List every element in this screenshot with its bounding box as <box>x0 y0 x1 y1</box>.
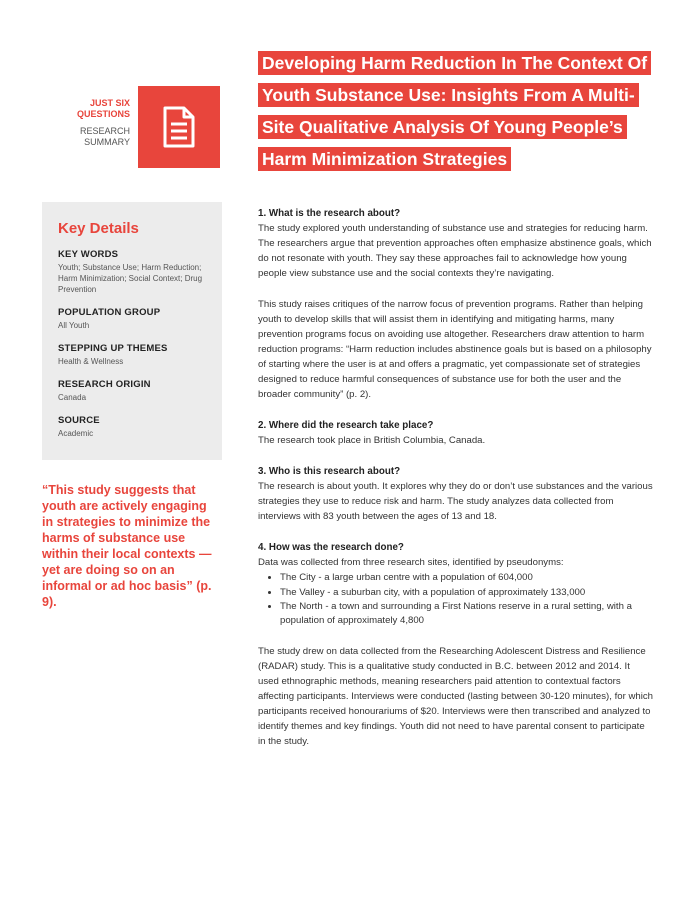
section-2-paragraph-1: The research took place in British Columbia, Canada. <box>258 435 486 446</box>
type-label-line1: RESEARCH <box>79 126 130 136</box>
summary-label <box>60 98 130 148</box>
section-3-paragraph-1: The research is about youth. It explores why they do or don’t use substances and the various strategies they use to reduce risk and harm. The study analyzes data collected from interviews with 83 youth between the ages of 13 and 18. <box>258 481 653 522</box>
series-label-line1: JUST SIX <box>89 98 130 108</box>
section-heading-3: 3. Who is this research about? <box>258 466 401 477</box>
section-1-paragraph-1: The study explored youth understanding of substance use and strategies for reducing harm. The researchers argue that prevention approaches often emphasize abstinence goals, which do not resonate with youth. They say these approaches fail to acknowledge how young people view substance use and the social contexts they’re navigating. <box>258 223 652 279</box>
section-heading-2: 2. Where did the research take place? <box>258 420 434 431</box>
section-4-intro: Data was collected from three research sites, identified by pseudonyms: <box>258 557 564 568</box>
document-icon-box <box>138 86 220 168</box>
key-detail-themes: STEPPING UP THEMES Health & Wellness <box>58 343 168 366</box>
section-4-paragraph-1: The study drew on data collected from the Researching Adolescent Distress and Resilience (RADAR) study. This is a qualitative study conducted in B.C. between 2012 and 2014. It used ethnographic methods, meaning researchers paid attention to contextual factors affecting participants. Interviews were conducted (lasting between 30-120 minutes), for which participants received honourariums of $20. Interviews were then transcribed and analyzed to identify themes and key findings. Youth did not need to have parental consent to participate in the study. <box>258 646 653 747</box>
key-details-heading: Key Details <box>58 220 139 237</box>
list-item: • The Valley - a suburban city, with a population of approximately 133,000 <box>280 585 653 600</box>
main-content <box>258 206 653 765</box>
section-1-paragraph-2: This study raises critiques of the narrow focus of prevention programs. Rather than helping youth to develop skills that will assist them in identifying and mitigating harms, many prevention programs focus on avoiding use altogether. Researchers draw attention to harm reduction programs: “Harm reduction includes abstinence goals but is based on a philosophy of starting where the user is at and offers a pragmatic, yet compassionate set of strategies designed to reduce harmful consequences of substance use for both the user and the broader community” (p. 2). <box>258 299 652 400</box>
research-sites-list <box>258 570 653 628</box>
key-detail-population: POPULATION GROUP All Youth <box>58 307 161 330</box>
key-detail-source: SOURCE Academic <box>58 415 100 438</box>
section-heading-4: 4. How was the research done? <box>258 542 404 553</box>
key-detail-origin: RESEARCH ORIGIN Canada <box>58 379 151 402</box>
document-icon <box>162 105 196 149</box>
key-details-panel <box>42 202 222 460</box>
list-item: • The North - a town and surrounding a First Nations reserve in a rural setting, with a population of approximately 4,800 <box>280 600 653 628</box>
list-item: • The City - a large urban centre with a population of 604,000 <box>280 570 653 585</box>
section-heading-1: 1. What is the research about? <box>258 208 401 219</box>
series-label-line2: QUESTIONS <box>76 109 130 119</box>
page-title: Developing Harm Reduction In The Context Of Youth Substance Use: Insights From A Multi-Site Qualitative Analysis Of Young People’s Harm Minimization Strategies <box>258 47 658 175</box>
key-detail-keywords: KEY WORDS Youth; Substance Use; Harm Reduction; Harm Minimization; Social Context; Drug Prevention <box>58 249 203 294</box>
pull-quote: “This study suggests that youth are actively engaging in strategies to minimize the harms of substance use within their local contexts — yet are doing so on an informal or ad hoc basis” (p. 9). <box>42 483 212 609</box>
type-label-line2: SUMMARY <box>84 137 130 147</box>
